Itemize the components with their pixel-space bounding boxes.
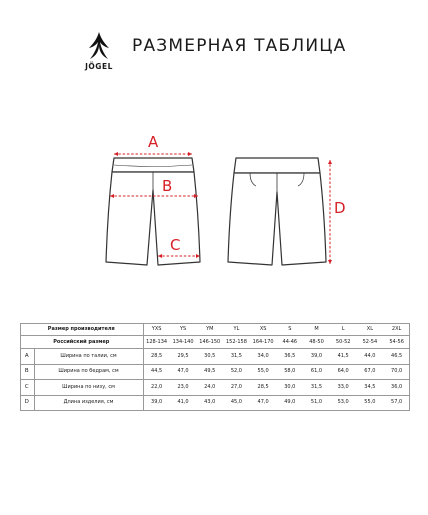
ru-size-label: Российский размер [20,336,143,349]
value-cell: 41,0 [170,395,197,410]
value-cell: 53,0 [330,395,357,410]
label-c: C [170,236,181,254]
value-cell: 28,5 [143,349,170,365]
value-cell: 34,5 [357,380,384,396]
ru-size-cell: 164-170 [250,336,277,349]
row-label: Ширина по низу, см [34,380,143,396]
jogel-emblem-icon [88,32,110,60]
value-cell: 55,0 [357,395,384,410]
value-cell: 36,0 [383,380,410,396]
ru-size-cell: 48-50 [303,336,330,349]
value-cell: 30,5 [196,349,223,365]
value-cell: 47,0 [250,395,277,410]
value-cell: 49,0 [276,395,303,410]
ru-size-cell: 146-150 [196,336,223,349]
value-cell: 22,0 [143,380,170,396]
size-cell: YXS [151,325,162,332]
measure-row-b [20,364,410,380]
size-cell: YL [233,325,240,332]
ru-size-cell: 52-54 [357,336,384,349]
size-cell: M [314,325,319,332]
value-cell: 31,5 [223,349,250,365]
value-cell: 43,0 [196,395,223,410]
value-cell: 30,0 [276,380,303,396]
size-cell: XS [259,325,267,332]
size-cell: XL [366,325,373,332]
label-b: B [162,177,173,195]
value-cell: 55,0 [250,364,277,380]
shorts-measurement-diagram [0,120,428,280]
row-letter: D [20,395,34,410]
size-cell: YS [179,325,187,332]
size-cell: 2XL [391,325,402,332]
value-cell: 44,0 [357,349,384,365]
brand-logo [82,32,116,82]
value-cell: 64,0 [330,364,357,380]
size-cell: L [341,325,345,332]
value-cell: 24,0 [196,380,223,396]
size-table [20,323,410,410]
label-a: A [148,133,159,151]
row-letter: A [20,349,34,365]
value-cell: 61,0 [303,364,330,380]
brand-name: JÖGEL [85,62,113,71]
row-label: Ширина по талии, см [34,349,143,365]
value-cell: 31,5 [303,380,330,396]
value-cell: 51,0 [303,395,330,410]
value-cell: 41,5 [330,349,357,365]
value-cell: 49,5 [196,364,223,380]
row-label: Длина изделия, см [34,395,143,410]
value-cell: 57,0 [383,395,410,410]
value-cell: 70,0 [383,364,410,380]
value-cell: 29,5 [170,349,197,365]
ru-size-cell: 128-134 [143,336,170,349]
size-cell: YM [206,325,214,332]
value-cell: 52,0 [223,364,250,380]
measure-row-c [20,380,410,396]
label-d: D [334,199,346,217]
value-cell: 34,0 [250,349,277,365]
row-label: Ширина по бедрам, см [34,364,143,380]
row-letter: C [20,380,34,396]
measure-row-a [20,349,410,365]
size-cell: S [288,325,292,332]
ru-size-cell: 152-158 [223,336,250,349]
value-cell: 47,0 [170,364,197,380]
shorts-back-view [228,158,326,265]
page-title: РАЗМЕРНАЯ ТАБЛИЦА [132,36,347,56]
maker-size-label: Размер производителя [20,323,143,336]
row-letter: B [20,364,34,380]
value-cell: 27,0 [223,380,250,396]
ru-size-cell: 44-46 [276,336,303,349]
measure-row-d [20,395,410,410]
ru-size-cell: 54-56 [383,336,410,349]
value-cell: 45,0 [223,395,250,410]
value-cell: 33,0 [330,380,357,396]
value-cell: 67,0 [357,364,384,380]
ru-size-cell: 134-140 [170,336,197,349]
value-cell: 58,0 [276,364,303,380]
maker-size-row [20,323,410,336]
value-cell: 44,5 [143,364,170,380]
value-cell: 46,5 [383,349,410,365]
shorts-front-view [106,158,200,265]
value-cell: 36,5 [276,349,303,365]
value-cell: 23,0 [170,380,197,396]
ru-size-cell: 50-52 [330,336,357,349]
value-cell: 28,5 [250,380,277,396]
value-cell: 39,0 [143,395,170,410]
ru-size-row [20,336,410,349]
value-cell: 39,0 [303,349,330,365]
